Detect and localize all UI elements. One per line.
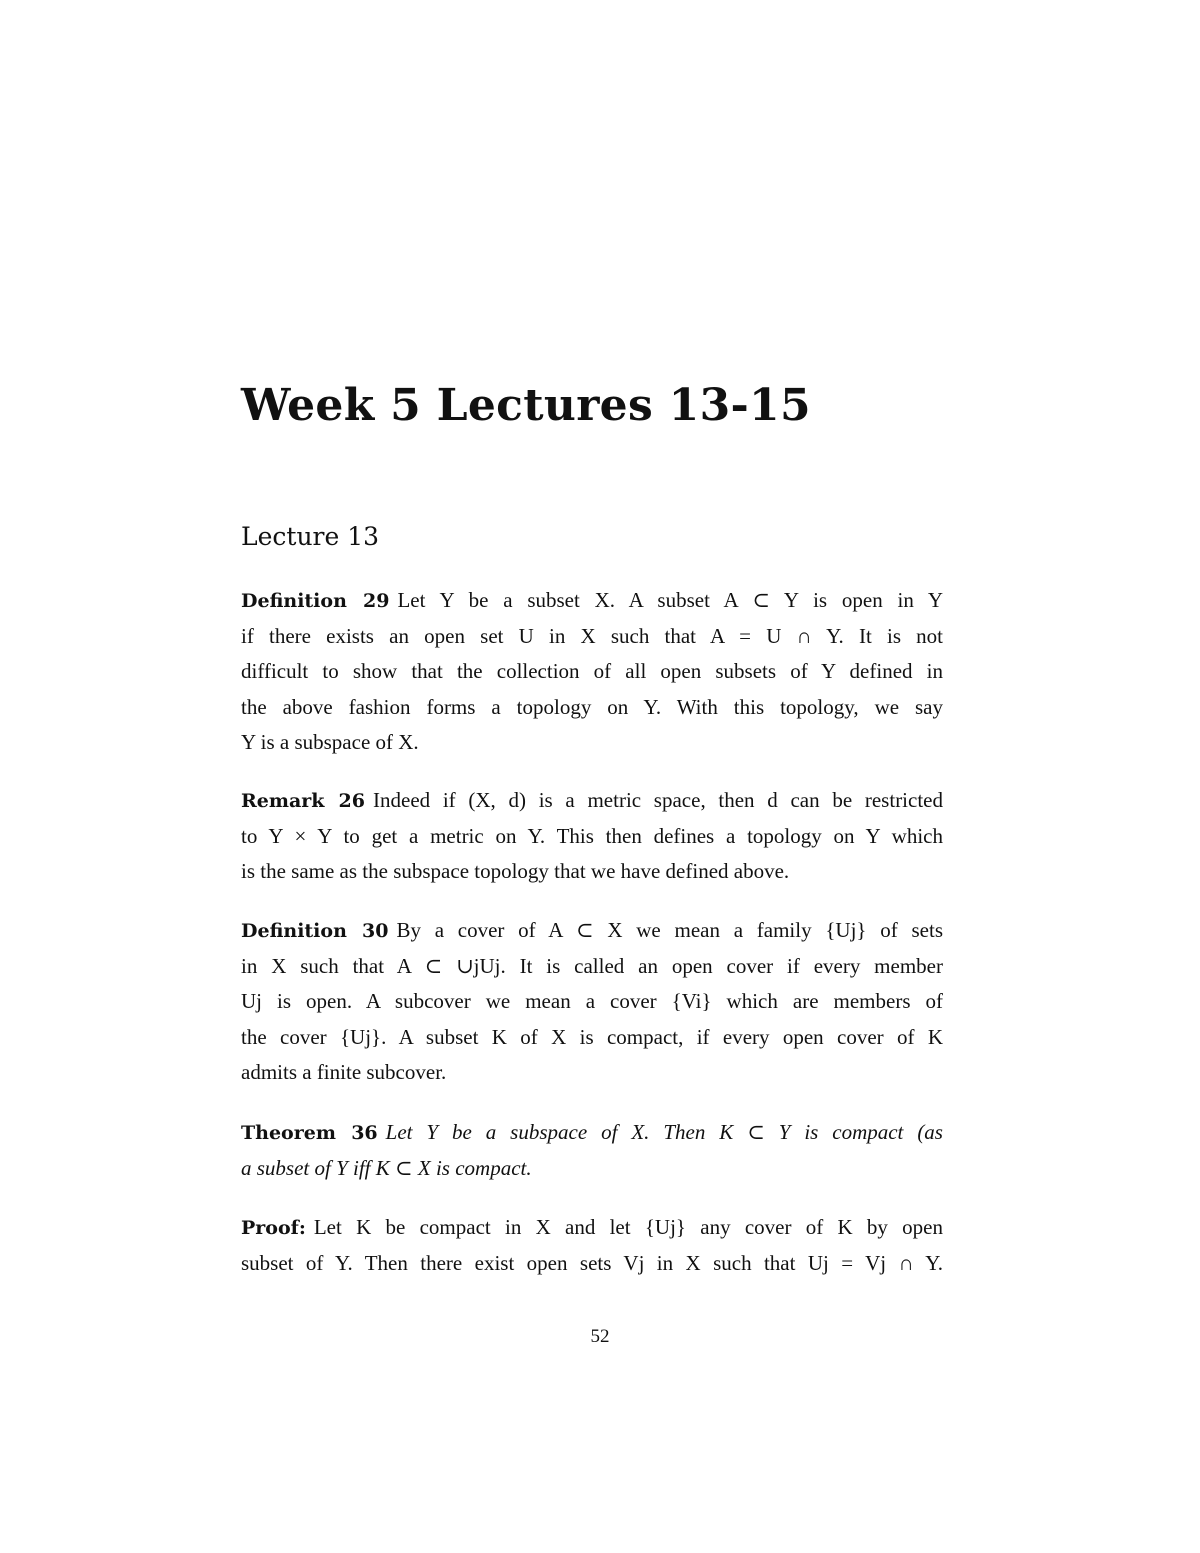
definition-29-line: difficult to show that the collection of all open subsets of Y defined in bbox=[241, 659, 943, 683]
theorem-36-heading: Theorem 36 bbox=[241, 1122, 378, 1144]
theorem-36-line bbox=[241, 1115, 943, 1151]
theorem-36-text: Let Y be a subspace of X. Then K ⊂ Y is compact (as bbox=[385, 1120, 943, 1144]
proof-text: Let K be compact in X and let {Uj} any cover of K by open bbox=[313, 1215, 943, 1239]
remark-26 bbox=[241, 783, 943, 890]
definition-29-line bbox=[241, 583, 943, 619]
definition-30-line: admits a finite subcover. bbox=[241, 1060, 447, 1084]
definition-29-heading: Definition 29 bbox=[241, 590, 390, 612]
proof-line: subset of Y. Then there exist open sets Vj in X such that Uj = Vj ∩ Y. bbox=[241, 1250, 943, 1275]
definition-30-line: Uj is open. A subcover we mean a cover {Vi} which are members of bbox=[241, 989, 943, 1013]
definition-30-heading: Definition 30 bbox=[241, 920, 389, 942]
definition-29-line: Y is a subspace of X. bbox=[241, 730, 419, 754]
definition-30-line: the cover {Uj}. A subset K of X is compact, if every open cover of K bbox=[241, 1024, 943, 1049]
remark-26-line bbox=[241, 783, 943, 819]
remark-26-text: Indeed if (X, d) is a metric space, then d can be restricted bbox=[373, 788, 943, 812]
theorem-36 bbox=[241, 1115, 943, 1186]
definition-30-line bbox=[241, 913, 943, 949]
definition-29-line: if there exists an open set U in X such that A = U ∩ Y. It is not bbox=[241, 623, 943, 648]
section-title: Lecture 13 bbox=[241, 522, 380, 551]
remark-26-line: is the same as the subspace topology that we have defined above. bbox=[241, 859, 790, 883]
definition-30-line: in X such that A ⊂ ∪jUj. It is called an open cover if every member bbox=[241, 953, 943, 978]
remark-26-line: to Y × Y to get a metric on Y. This then defines a topology on Y which bbox=[241, 823, 943, 848]
definition-30-text: By a cover of A ⊂ X we mean a family {Uj} of sets bbox=[396, 918, 943, 942]
remark-26-heading: Remark 26 bbox=[241, 790, 365, 812]
definition-30 bbox=[241, 913, 943, 1091]
proof-line bbox=[241, 1210, 943, 1246]
proof-heading: Proof: bbox=[241, 1217, 306, 1239]
chapter-title: Week 5 Lectures 13-15 bbox=[241, 380, 811, 431]
proof bbox=[241, 1210, 943, 1281]
theorem-36-line: a subset of Y iff K ⊂ X is compact. bbox=[241, 1155, 532, 1180]
definition-29 bbox=[241, 583, 943, 761]
page-number: 52 bbox=[590, 1326, 610, 1347]
definition-29-line: the above fashion forms a topology on Y. With this topology, we say bbox=[241, 694, 943, 719]
definition-29-text: Let Y be a subset X. A subset A ⊂ Y is open in Y bbox=[397, 588, 943, 612]
